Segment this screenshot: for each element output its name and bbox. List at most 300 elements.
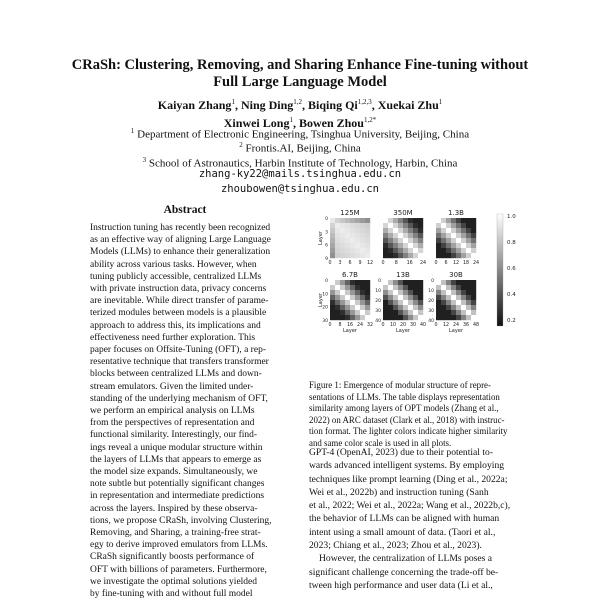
paper-title [50, 57, 550, 91]
heatmap-cell [350, 310, 355, 315]
heatmap-cell [330, 285, 335, 290]
x-axis-label: Layer [449, 328, 463, 334]
y-tick-label: 20 [375, 299, 381, 304]
abstract-line: functional similarity. Interestingly, our find- [90, 430, 258, 441]
abstract-line: terized modules between models is a plausible [90, 308, 267, 319]
heatmap-cell [436, 310, 441, 315]
body-line: intent using a small amount of data. (Taori et al., [309, 526, 496, 538]
heatmap-cell [471, 310, 476, 315]
heatmap-cell [461, 310, 466, 315]
heatmap-cell [436, 238, 441, 243]
heatmap-cell [456, 290, 461, 295]
heatmap-cell [388, 243, 393, 248]
x-tick-label: 8 [338, 323, 342, 328]
heatmap-cell [418, 253, 423, 258]
heatmap-cell [393, 233, 398, 238]
abstract-line: with private instruction data, privacy concerns [90, 284, 267, 295]
heatmap-cell [436, 315, 441, 320]
colorbar-tick-label: 0.6 [507, 266, 516, 272]
abstract-line: from the perspectives of representation and [90, 418, 255, 429]
heatmap-cell [360, 228, 365, 233]
heatmap-cell [350, 233, 355, 238]
heatmap-cell [335, 290, 340, 295]
colorbar [497, 214, 503, 326]
heatmap-cell [446, 315, 451, 320]
x-tick-label: 24 [356, 323, 364, 328]
heatmap-cell [393, 310, 398, 315]
heatmap-cell [330, 253, 335, 258]
x-tick-label: 40 [419, 323, 427, 328]
heatmap-cell [398, 290, 403, 295]
heatmap-cell [365, 233, 370, 238]
heatmap-cell [398, 243, 403, 248]
heatmap-cell [350, 285, 355, 290]
body-line: et al., 2022; Wei et al., 2022a; Wang et al., 2022b,c), [309, 500, 511, 512]
heatmap-cell [355, 253, 360, 258]
heatmap-cell [393, 248, 398, 253]
heatmap-cell [330, 248, 335, 253]
heatmap-cell [365, 315, 370, 320]
heatmap-cell [418, 233, 423, 238]
heatmap-cell [330, 310, 335, 315]
heatmap-cell [345, 223, 350, 228]
heatmap-cell [383, 218, 388, 223]
heatmap-cell [345, 243, 350, 248]
panel-title: 13B [396, 271, 410, 279]
heatmap-cell [398, 310, 403, 315]
heatmap-cell [456, 238, 461, 243]
heatmap-cell [471, 248, 476, 253]
heatmap-cell [441, 290, 446, 295]
heatmap-cell [408, 310, 413, 315]
affiliation-2: $^2$ Frontis.AI, Beijing, China [239, 141, 361, 155]
heatmap-cell [471, 285, 476, 290]
heatmap-cell [355, 248, 360, 253]
heatmap-cell [388, 285, 393, 290]
caption-line: sentations of LLMs. The table displays representation [309, 391, 500, 402]
heatmap-cell [345, 290, 350, 295]
heatmap-cell [365, 295, 370, 300]
heatmap-cell [355, 300, 360, 305]
heatmap-cell [451, 243, 456, 248]
heatmap-cell [408, 238, 413, 243]
heatmap-cell [456, 285, 461, 290]
heatmap-cell [355, 295, 360, 300]
heatmap-cell [456, 248, 461, 253]
heatmap-cell [408, 315, 413, 320]
heatmap-cell [461, 218, 466, 223]
heatmap-cell [340, 248, 345, 253]
heatmap-cell [340, 243, 345, 248]
heatmap-cell [393, 300, 398, 305]
heatmap-cell [383, 248, 388, 253]
abstract-line: the layers of LLMs that appears to emerge as [90, 454, 262, 465]
email-2[interactable]: zhoubowen@tsinghua.edu.cn [220, 183, 380, 195]
abstract-line: approach to address this, its implications and [90, 320, 261, 331]
heatmap-cell [471, 228, 476, 233]
y-tick-label: 40 [375, 319, 381, 324]
abstract-line: we investigate the optimal solutions yielded [90, 576, 258, 587]
heatmap-cell [360, 248, 365, 253]
heatmap-cell [365, 285, 370, 290]
heatmap-cell [441, 223, 446, 228]
heatmap-cell [350, 223, 355, 228]
heatmap-cell [471, 280, 476, 285]
heatmap-cell [383, 305, 388, 310]
x-tick-label: 20 [399, 323, 407, 328]
abstract-line: ability across various tasks. However, when [90, 259, 257, 270]
heatmap-cell [413, 290, 418, 295]
heatmap-cell [408, 243, 413, 248]
heatmap-cell [413, 285, 418, 290]
heatmap-cell [330, 223, 335, 228]
heatmap-cell [355, 233, 360, 238]
heatmap-cell [436, 295, 441, 300]
abstract-line: egy to derive improved emulators from LLMs. [90, 540, 268, 551]
heatmap-cell [461, 305, 466, 310]
heatmap-cell [403, 248, 408, 253]
heatmap-cell [456, 300, 461, 305]
heatmap-cell [471, 295, 476, 300]
heatmap-cell [345, 233, 350, 238]
heatmap-cell [461, 315, 466, 320]
abstract-line: across the layers. Inspired by these observa- [90, 503, 258, 514]
heatmap-cell [461, 285, 466, 290]
heatmap-cell [461, 280, 466, 285]
heatmap-cell [466, 233, 471, 238]
heatmap-cell [335, 280, 340, 285]
heatmap-cell [388, 238, 393, 243]
heatmap-cell [388, 253, 393, 258]
heatmap-cell [398, 315, 403, 320]
heatmap-cell [408, 223, 413, 228]
heatmap-cell [398, 238, 403, 243]
heatmap-cell [461, 290, 466, 295]
heatmap-cell [471, 233, 476, 238]
heatmap-cell [418, 228, 423, 233]
heatmap-cell [355, 290, 360, 295]
heatmap-cell [355, 280, 360, 285]
heatmap-cell [340, 295, 345, 300]
heatmap-cell [466, 223, 471, 228]
heatmap-cell [441, 310, 446, 315]
heatmap-cell [446, 228, 451, 233]
heatmap-cell [345, 310, 350, 315]
heatmap-cell [360, 238, 365, 243]
x-tick-label: 0 [328, 323, 332, 328]
heatmap-cell [335, 238, 340, 243]
heatmap-cell [446, 280, 451, 285]
heatmap-cell [355, 285, 360, 290]
heatmap-cell [340, 280, 345, 285]
heatmap-cell [441, 285, 446, 290]
heatmap-cell [403, 280, 408, 285]
heatmap-cell [436, 243, 441, 248]
heatmap-cell [360, 218, 365, 223]
heatmap-cell [388, 315, 393, 320]
heatmap-cell [436, 290, 441, 295]
heatmap-cell [403, 228, 408, 233]
heatmap-cell [388, 305, 393, 310]
y-tick-label: 10 [375, 289, 381, 294]
heatmap-cell [383, 223, 388, 228]
heatmap-cell [418, 305, 423, 310]
x-tick-label: 0 [434, 261, 438, 266]
heatmap-cell [461, 233, 466, 238]
x-tick-label: 24 [472, 261, 480, 266]
heatmap-cell [408, 285, 413, 290]
heatmap-cell [398, 300, 403, 305]
abstract-line: tuning publicly accessible, centralized LLMs [90, 271, 262, 282]
heatmap-cell [451, 228, 456, 233]
y-tick-label: 30 [375, 309, 381, 314]
heatmap-cell [393, 305, 398, 310]
heatmap-cell [456, 228, 461, 233]
heatmap-cell [340, 315, 345, 320]
heatmap-cell [446, 310, 451, 315]
y-axis-label: Layer [318, 293, 324, 307]
heatmap-cell [451, 233, 456, 238]
abstract-line: resentative technique that transfers transformer [90, 357, 269, 368]
heatmap-cell [335, 218, 340, 223]
abstract-line: tions, we propose CRaSh, involving Clustering, [90, 515, 272, 526]
heatmap-cell [398, 305, 403, 310]
heatmap-cell [345, 228, 350, 233]
heatmap-cell [466, 280, 471, 285]
heatmap-cell [451, 290, 456, 295]
email-1[interactable]: zhang-ky22@mails.tsinghua.edu.cn [198, 168, 402, 180]
heatmap-cell [330, 315, 335, 320]
heatmap-cell [330, 228, 335, 233]
heatmap-cell [365, 300, 370, 305]
heatmap-cell [418, 223, 423, 228]
x-tick-label: 0 [434, 323, 438, 328]
heatmap-cell [441, 315, 446, 320]
heatmap-cell [383, 280, 388, 285]
abstract-text [90, 222, 282, 600]
y-tick-label: 0 [378, 279, 381, 284]
heatmap-cell [418, 310, 423, 315]
abstract-line: Removing, and Sharing, a training-free strat- [90, 528, 261, 539]
y-tick-label: 0 [325, 279, 328, 284]
heatmap-cell [471, 253, 476, 258]
heatmap-cell [456, 243, 461, 248]
heatmap-cell [350, 280, 355, 285]
x-tick-label: 18 [462, 261, 470, 266]
author-list: Kaiyan Zhang$^1$, Ning Ding$^{1,2}$, Biqing Qi$^{1,2,3}$, Xuekai Zhu$^1$ Xinwei Long$^1$, Bowen Zhou$^{1,2*}$ [157, 98, 443, 130]
heatmap-cell [446, 295, 451, 300]
heatmap-cell [466, 228, 471, 233]
heatmap-cell [436, 218, 441, 223]
heatmap-cell [345, 253, 350, 258]
abstract-line: in representation and intermediate predictions [90, 491, 265, 502]
heatmap-cell [388, 233, 393, 238]
heatmap-cell [418, 243, 423, 248]
heatmap-cell [393, 228, 398, 233]
heatmap-cell [436, 253, 441, 258]
heatmap-cell [365, 305, 370, 310]
heatmap-cell [355, 223, 360, 228]
heatmap-cell [403, 290, 408, 295]
heatmap-cell [393, 290, 398, 295]
heatmap-cell [418, 285, 423, 290]
heatmap-cell [330, 300, 335, 305]
y-tick-label: 0 [431, 279, 434, 284]
colorbar-tick-label: 0.8 [507, 240, 516, 246]
heatmap-cell [451, 223, 456, 228]
affiliation-1: $^1$ Department of Electronic Engineering, Tsinghua University, Beijing, China [130, 127, 470, 141]
heatmap-cell [330, 243, 335, 248]
heatmap-cell [350, 243, 355, 248]
heatmap-cell [436, 305, 441, 310]
heatmap-cell [360, 280, 365, 285]
body-line: wards advanced intelligent systems. By employing [309, 460, 505, 472]
heatmap-cell [403, 253, 408, 258]
heatmap-cell [335, 285, 340, 290]
heatmap-cell [436, 223, 441, 228]
heatmap-cell [436, 233, 441, 238]
heatmap-cell [418, 300, 423, 305]
heatmap-cell [471, 223, 476, 228]
caption-line: and same color scale is used in all plots. [309, 437, 452, 448]
heatmap-cell [340, 305, 345, 310]
abstract-line: by fine-tuning with and without full model [90, 589, 253, 600]
heatmap-cell [413, 243, 418, 248]
abstract-line: standing of the underlying mechanism of OFT, [90, 393, 268, 404]
heatmap-cell [418, 280, 423, 285]
abstract-line: OFT with billions of parameters. Furthermore, [90, 564, 267, 575]
heatmap-cell [360, 300, 365, 305]
abstract-line: effectiveness need further exploration. This [90, 332, 256, 343]
heatmap-cell [335, 295, 340, 300]
heatmap-cell [456, 280, 461, 285]
heatmap-cell [340, 300, 345, 305]
heatmap-cell [413, 253, 418, 258]
heatmap-cell [388, 228, 393, 233]
heatmap-cell [441, 233, 446, 238]
heatmap-cell [345, 218, 350, 223]
heatmap-cell [466, 290, 471, 295]
heatmap-cell [383, 295, 388, 300]
heatmap-cell [365, 243, 370, 248]
heatmap-cell [398, 253, 403, 258]
x-tick-label: 48 [472, 323, 480, 328]
heatmap-cell [413, 280, 418, 285]
heatmap-cell [355, 305, 360, 310]
caption-line: tion format. The lighter colors indicate higher similarity [309, 426, 508, 437]
heatmap-cell [340, 238, 345, 243]
heatmap-cell [403, 295, 408, 300]
heatmap-cell [330, 305, 335, 310]
heatmap-cell [471, 315, 476, 320]
heatmap-cell [408, 300, 413, 305]
heatmap-cell [456, 223, 461, 228]
caption-line: Figure 1: Emergence of modular structure of repre- [309, 380, 491, 390]
heatmap-cell [388, 248, 393, 253]
heatmap-cell [471, 238, 476, 243]
heatmap-cell [441, 300, 446, 305]
y-tick-label: 20 [322, 305, 328, 311]
heatmap-cell [451, 305, 456, 310]
x-tick-label: 6 [348, 261, 352, 266]
heatmap-cell [418, 290, 423, 295]
heatmap-cell [350, 248, 355, 253]
heatmap-cell [413, 228, 418, 233]
y-tick-label: 6 [325, 243, 328, 249]
heatmap-cell [350, 218, 355, 223]
heatmap-cell [350, 290, 355, 295]
heatmap-cell [451, 253, 456, 258]
heatmap-cell [446, 238, 451, 243]
y-tick-label: 20 [428, 299, 434, 304]
y-tick-label: 0 [325, 217, 328, 222]
heatmap-cell [403, 243, 408, 248]
heatmap-cell [345, 280, 350, 285]
abstract-line: blocks between centralized LLMs and down- [90, 369, 262, 380]
heatmap-cell [403, 233, 408, 238]
heatmap-cell [451, 310, 456, 315]
panel-title: 125M [340, 209, 360, 217]
colorbar-tick-label: 0.2 [507, 318, 516, 324]
author: Xinwei Long$^1$ [223, 116, 293, 130]
heatmap-cell [360, 223, 365, 228]
y-tick-label: 3 [325, 230, 328, 236]
heatmap-cell [466, 295, 471, 300]
heatmap-cell [466, 218, 471, 223]
heatmap-cell [413, 300, 418, 305]
heatmap-cell [466, 310, 471, 315]
y-tick-label: 30 [322, 319, 328, 324]
heatmap-cell [393, 243, 398, 248]
heatmap-cell [393, 253, 398, 258]
heatmap-cell [393, 315, 398, 320]
heatmap-cell [330, 238, 335, 243]
heatmap-cell [365, 248, 370, 253]
heatmap-cell [408, 248, 413, 253]
heatmap-cell [350, 305, 355, 310]
heatmap-cell [335, 315, 340, 320]
heatmap-cell [340, 223, 345, 228]
heatmap-cell [456, 218, 461, 223]
heatmap-cell [398, 223, 403, 228]
heatmap-cell [350, 315, 355, 320]
body-line: the behavior of LLMs can be aligned with human [309, 513, 500, 525]
heatmap-cell [340, 218, 345, 223]
title-line-1: CRaSh: Clustering, Removing, and Sharing Enhance Fine-tuning without [71, 57, 529, 73]
heatmap-cell [403, 310, 408, 315]
heatmap-cell [436, 248, 441, 253]
heatmap-cell [441, 305, 446, 310]
heatmap-cell [418, 218, 423, 223]
abstract-line: Instruction tuning has recently been recognized [90, 223, 271, 233]
heatmap-cell [330, 295, 335, 300]
heatmap-cell [461, 228, 466, 233]
heatmap-cell [461, 295, 466, 300]
body-line: significant challenge concerning the trade-off be- [309, 566, 499, 578]
heatmap-cell [413, 310, 418, 315]
heatmap-cell [408, 280, 413, 285]
heatmap-cell [408, 218, 413, 223]
heatmap-cell [408, 295, 413, 300]
heatmap-cell [466, 248, 471, 253]
heatmap-cell [413, 305, 418, 310]
colorbar-tick-label: 1.0 [507, 214, 516, 220]
heatmap-cell [408, 228, 413, 233]
heatmap-cell [335, 310, 340, 315]
heatmap-cell [403, 300, 408, 305]
colorbar-tick-label: 0.4 [507, 292, 516, 298]
heatmap-cell [383, 238, 388, 243]
